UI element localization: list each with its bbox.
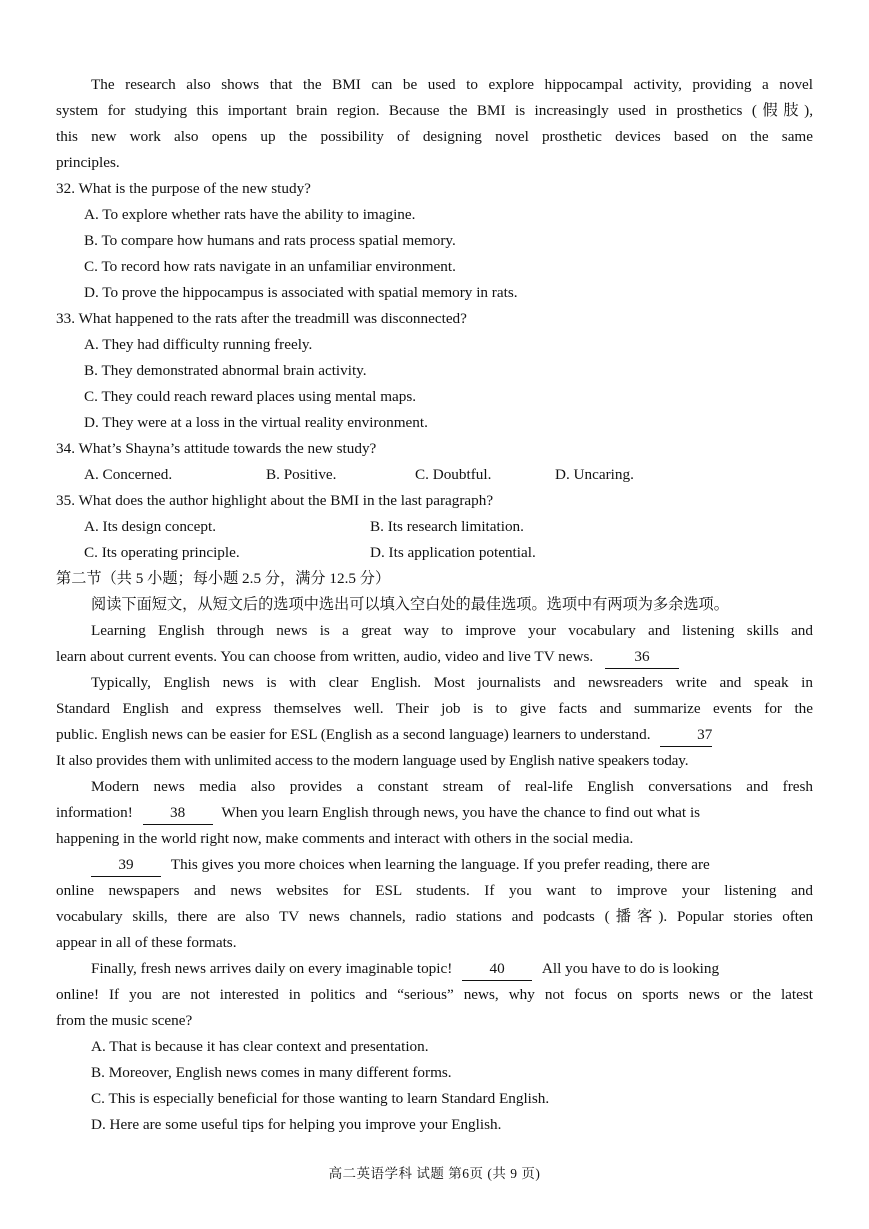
cloze-option: C. This is especially beneficial for those wanting to learn Standard English. xyxy=(91,1090,550,1107)
cloze-option: B. Moreover, English news comes in many different forms. xyxy=(91,1064,452,1081)
option-row xyxy=(56,540,813,566)
answer-option: C. They could reach reward places using mental maps. xyxy=(84,388,417,405)
answer-option: D. Its application potential. xyxy=(370,544,536,561)
cloze-line: online! If you are not interested in politics and “serious” news, why not focus on sports news or the latest xyxy=(56,986,813,1003)
question-stem: 34. What’s Shayna’s attitude towards the new study? xyxy=(56,440,377,457)
cloze-text: information! xyxy=(56,804,133,821)
cloze-text: public. English news can be easier for ESL (English as a second language) learners to understand. xyxy=(56,726,651,743)
cloze-line: Typically, English news is with clear English. Most journalists and newsreaders write and speak in xyxy=(91,674,813,691)
cloze-option: A. That is because it has clear context and presentation. xyxy=(91,1038,429,1055)
cloze-text: When you learn English through news, you have the chance to find out what is xyxy=(221,804,701,821)
answer-option: A. Concerned. xyxy=(84,466,173,483)
passage-line: The research also shows that the BMI can be used to explore hippocampal activity, providing a novel xyxy=(91,76,813,93)
cloze-text: Finally, fresh news arrives daily on every imaginable topic! xyxy=(91,960,453,977)
answer-option: B. Its research limitation. xyxy=(370,518,524,535)
cloze-line xyxy=(56,722,813,748)
cloze-line: Standard English and express themselves well. Their job is to give facts and summarize events for the xyxy=(56,700,813,717)
cloze-line xyxy=(56,956,813,982)
cloze-line: appear in all of these formats. xyxy=(56,934,237,951)
blank-38: 38 xyxy=(143,802,213,825)
cloze-line: from the music scene? xyxy=(56,1012,193,1029)
passage-line: this new work also opens up the possibility of designing novel prosthetic devices based on the same xyxy=(56,128,813,145)
option-row xyxy=(56,462,813,488)
answer-option: C. Doubtful. xyxy=(415,466,492,483)
question-stem: 32. What is the purpose of the new study? xyxy=(56,180,311,197)
cloze-line xyxy=(56,644,813,670)
cloze-line: Learning English through news is a great way to improve your vocabulary and listening skills and xyxy=(91,622,813,639)
cloze-line: online newspapers and news websites for ESL students. If you want to improve your listening and xyxy=(56,882,813,899)
cloze-text: learn about current events. You can choose from written, audio, video and live TV news. xyxy=(56,648,594,665)
option-row xyxy=(56,514,813,540)
answer-option: B. Positive. xyxy=(266,466,337,483)
cloze-line: It also provides them with unlimited access to the modern language used by English native speakers today. xyxy=(56,752,689,769)
page-footer: 高二英语学科 试题 第6页 (共 9 页) xyxy=(328,1166,541,1181)
blank-39: 39 xyxy=(91,854,161,877)
section-instruction: 阅读下面短文，从短文后的选项中选出可以填入空白处的最佳选项。选项中有两项为多余选项。 xyxy=(91,596,729,613)
cloze-text: This gives you more choices when learning the language. If you prefer reading, there are xyxy=(170,856,710,873)
answer-option: D. They were at a loss in the virtual reality environment. xyxy=(84,414,428,431)
answer-option: A. To explore whether rats have the ability to imagine. xyxy=(84,206,416,223)
blank-37: 37 xyxy=(660,724,712,747)
section-header: 第二节（共 5 小题；每小题 2.5 分，满分 12.5 分） xyxy=(56,570,391,587)
answer-option: C. Its operating principle. xyxy=(84,544,240,561)
question-stem: 35. What does the author highlight about the BMI in the last paragraph? xyxy=(56,492,494,509)
blank-40: 40 xyxy=(462,958,532,981)
answer-option: C. To record how rats navigate in an unfamiliar environment. xyxy=(84,258,456,275)
answer-option: B. To compare how humans and rats process spatial memory. xyxy=(84,232,456,249)
answer-option: D. To prove the hippocampus is associated with spatial memory in rats. xyxy=(84,284,518,301)
answer-option: D. Uncaring. xyxy=(555,466,634,483)
cloze-line: happening in the world right now, make comments and interact with others in the social media. xyxy=(56,830,634,847)
passage-line: system for studying this important brain region. Because the BMI is increasingly used in prosthetics (假肢), xyxy=(56,102,813,119)
cloze-line xyxy=(56,852,813,878)
cloze-line: vocabulary skills, there are also TV news channels, radio stations and podcasts (播客). Popular stories often xyxy=(56,908,813,925)
question-stem: 33. What happened to the rats after the treadmill was disconnected? xyxy=(56,310,467,327)
answer-option: A. They had difficulty running freely. xyxy=(84,336,313,353)
blank-36: 36 xyxy=(605,646,679,669)
cloze-line: Modern news media also provides a constant stream of real-life English conversations and fresh xyxy=(91,778,813,795)
cloze-line xyxy=(56,800,813,826)
answer-option: B. They demonstrated abnormal brain activity. xyxy=(84,362,367,379)
page-content xyxy=(56,72,813,1138)
answer-option: A. Its design concept. xyxy=(84,518,217,535)
cloze-text: All you have to do is looking xyxy=(541,960,720,977)
cloze-option: D. Here are some useful tips for helping you improve your English. xyxy=(91,1116,502,1133)
passage-line: principles. xyxy=(56,154,120,171)
